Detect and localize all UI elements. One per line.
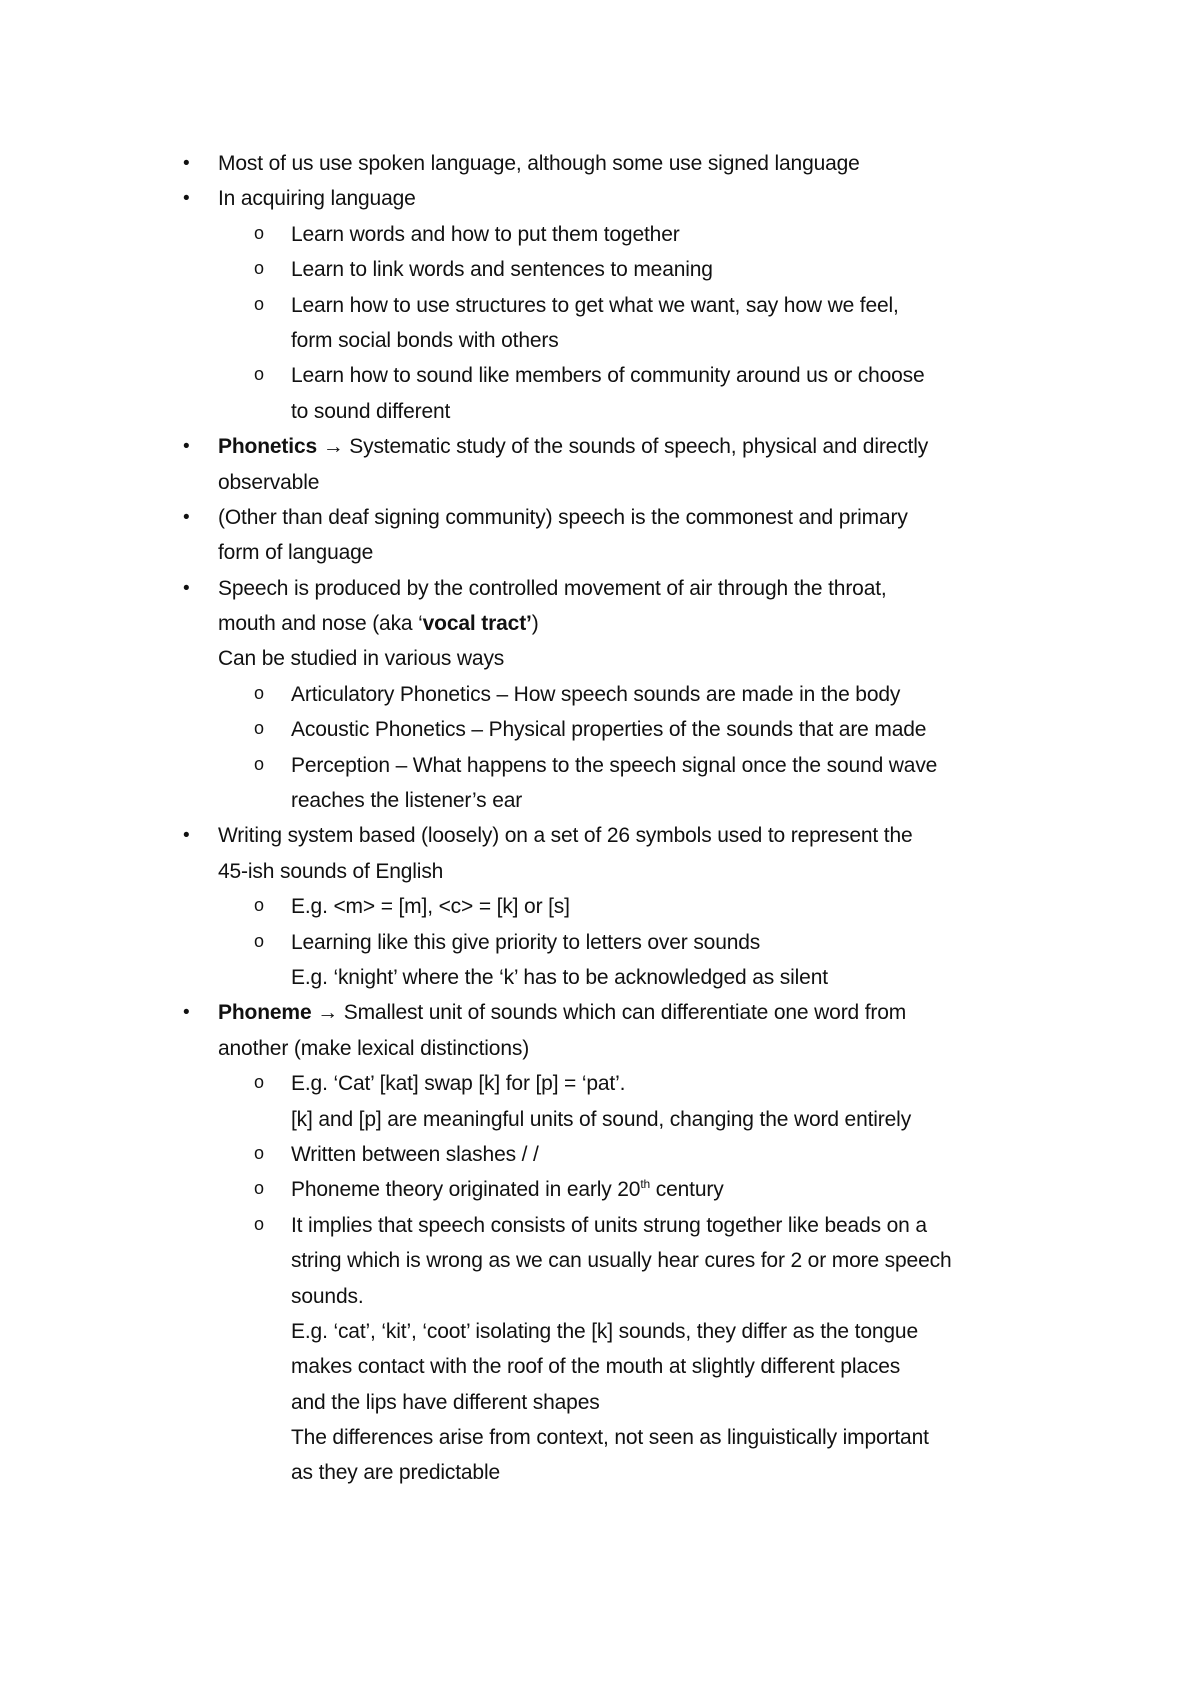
circle-bullet-icon: o bbox=[254, 1072, 264, 1093]
continuation-line bbox=[180, 1031, 1080, 1066]
note-text: form social bonds with others bbox=[291, 328, 559, 352]
continuation-line bbox=[180, 535, 1080, 570]
note-text: Learn how to sound like members of community around us or choose bbox=[291, 364, 925, 388]
circle-bullet-icon: o bbox=[254, 930, 264, 951]
continuation-line bbox=[180, 1385, 1080, 1420]
note-text: Most of us use spoken language, although some use signed language bbox=[218, 152, 860, 175]
bullet-icon: • bbox=[183, 153, 190, 174]
sub-bullet-item bbox=[180, 925, 1080, 960]
continuation-line bbox=[180, 394, 1080, 429]
sub-bullet-item bbox=[180, 748, 1080, 783]
term-phoneme: Phoneme bbox=[218, 1001, 312, 1025]
note-text: Learn words and how to put them together bbox=[291, 222, 680, 246]
bullet-icon: • bbox=[183, 1002, 190, 1024]
note-text: sounds. bbox=[291, 1284, 364, 1308]
sub-bullet-item bbox=[180, 288, 1080, 323]
continuation-line bbox=[180, 1102, 1080, 1137]
bullet-item bbox=[180, 995, 1080, 1030]
sub-bullet-item bbox=[180, 1208, 1080, 1243]
continuation-line bbox=[180, 1455, 1080, 1490]
note-text: Speech is produced by the controlled movement of air through the throat, bbox=[218, 576, 887, 600]
note-text: Written between slashes / / bbox=[291, 1142, 539, 1166]
bullet-item bbox=[180, 818, 1080, 853]
note-text: Articulatory Phonetics – How speech sounds are made in the body bbox=[291, 682, 901, 706]
bullet-item bbox=[180, 181, 1080, 216]
term-vocal-tract: vocal tract’ bbox=[422, 612, 532, 636]
note-text: to sound different bbox=[291, 399, 451, 423]
bullet-icon: • bbox=[183, 188, 190, 210]
circle-bullet-icon: o bbox=[254, 1178, 264, 1199]
continuation-line bbox=[180, 323, 1080, 358]
continuation-line bbox=[180, 1314, 1080, 1349]
continuation-line bbox=[180, 606, 1080, 641]
circle-bullet-icon: o bbox=[254, 364, 264, 385]
bullet-item bbox=[180, 571, 1080, 606]
circle-bullet-icon: o bbox=[254, 895, 264, 916]
sub-bullet-item bbox=[180, 217, 1080, 252]
sub-bullet-item bbox=[180, 1172, 1080, 1207]
note-text: E.g. <m> = [m], <c> = [k] or [s] bbox=[291, 895, 570, 919]
note-text: Learn how to use structures to get what we want, say how we feel, bbox=[291, 293, 899, 317]
bullet-icon: • bbox=[183, 825, 190, 847]
note-text: Learn to link words and sentences to meaning bbox=[291, 258, 713, 282]
sub-bullet-item bbox=[180, 1066, 1080, 1101]
note-text: observable bbox=[218, 470, 320, 494]
note-text: Phoneme theory originated in early 20 bbox=[291, 1178, 641, 1202]
continuation-line bbox=[180, 854, 1080, 889]
note-text: reaches the listener’s ear bbox=[291, 789, 523, 813]
continuation-line bbox=[180, 1279, 1080, 1314]
bullet-item bbox=[180, 429, 1080, 464]
note-text: Can be studied in various ways bbox=[218, 647, 505, 671]
note-text: Systematic study of the sounds of speech, physical and directly bbox=[349, 435, 929, 459]
sub-bullet-item bbox=[180, 712, 1080, 747]
sub-bullet-item bbox=[180, 358, 1080, 393]
bullet-item bbox=[180, 500, 1080, 535]
note-text: another (make lexical distinctions) bbox=[218, 1036, 530, 1060]
continuation-line bbox=[180, 1243, 1080, 1278]
term-phonetics: Phonetics bbox=[218, 435, 318, 459]
circle-bullet-icon: o bbox=[254, 222, 264, 243]
note-text: string which is wrong as we can usually hear cures for 2 or more speech bbox=[291, 1249, 952, 1273]
note-text: Learning like this give priority to letters over sounds bbox=[291, 930, 761, 954]
note-text: In acquiring language bbox=[218, 187, 416, 211]
circle-bullet-icon: o bbox=[254, 293, 264, 314]
note-text: and the lips have different shapes bbox=[291, 1390, 600, 1414]
circle-bullet-icon: o bbox=[254, 718, 264, 739]
note-text: ) bbox=[531, 612, 539, 636]
note-text: Acoustic Phonetics – Physical properties of the sounds that are made bbox=[291, 718, 927, 742]
sub-bullet-item bbox=[180, 677, 1080, 712]
note-text: Perception – What happens to the speech signal once the sound wave bbox=[291, 753, 938, 777]
continuation-line bbox=[180, 1420, 1080, 1455]
circle-bullet-icon: o bbox=[254, 1142, 264, 1163]
sub-bullet-item bbox=[180, 1137, 1080, 1172]
note-text: mouth and nose (aka ‘ bbox=[218, 612, 423, 636]
note-text: (Other than deaf signing community) speech is the commonest and primary bbox=[218, 505, 908, 529]
circle-bullet-icon: o bbox=[254, 1213, 264, 1234]
continuation-line bbox=[180, 960, 1080, 995]
note-text: century bbox=[650, 1178, 724, 1202]
sub-bullet-item bbox=[180, 889, 1080, 924]
note-text: makes contact with the roof of the mouth at slightly different places bbox=[291, 1355, 901, 1379]
circle-bullet-icon: o bbox=[254, 753, 264, 774]
note-text: 45-ish sounds of English bbox=[218, 859, 444, 883]
note-text: as they are predictable bbox=[291, 1461, 501, 1485]
note-text: [k] and [p] are meaningful units of sound, changing the word entirely bbox=[291, 1107, 912, 1131]
bullet-icon: • bbox=[183, 577, 190, 599]
note-text: Writing system based (loosely) on a set of 26 symbols used to represent the bbox=[218, 824, 913, 848]
continuation-line bbox=[180, 783, 1080, 818]
note-text: E.g. ‘knight’ where the ‘k’ has to be acknowledged as silent bbox=[291, 965, 828, 989]
circle-bullet-icon: o bbox=[254, 258, 264, 279]
continuation-line bbox=[180, 641, 1080, 676]
superscript: th bbox=[640, 1177, 651, 1192]
continuation-line bbox=[180, 1349, 1080, 1384]
circle-bullet-icon: o bbox=[254, 682, 264, 703]
bullet-icon: • bbox=[183, 506, 190, 528]
note-text: It implies that speech consists of units strung together like beads on a bbox=[291, 1213, 927, 1237]
note-text: The differences arise from context, not seen as linguistically important bbox=[291, 1426, 929, 1450]
notes-document bbox=[180, 146, 1080, 1491]
note-text: form of language bbox=[218, 541, 374, 565]
bullet-icon: • bbox=[183, 436, 190, 458]
note-text: E.g. ‘cat’, ‘kit’, ‘coot’ isolating the [k] sounds, they differ as the tongue bbox=[291, 1319, 918, 1343]
bullet-item bbox=[180, 146, 1080, 181]
arrow-icon: → bbox=[317, 1001, 339, 1025]
note-text: Smallest unit of sounds which can differentiate one word from bbox=[343, 1001, 907, 1025]
arrow-icon: → bbox=[322, 435, 344, 459]
continuation-line bbox=[180, 465, 1080, 500]
note-text: E.g. ‘Cat’ [kat] swap [k] for [p] = ‘pat’. bbox=[291, 1072, 626, 1096]
sub-bullet-item bbox=[180, 252, 1080, 287]
